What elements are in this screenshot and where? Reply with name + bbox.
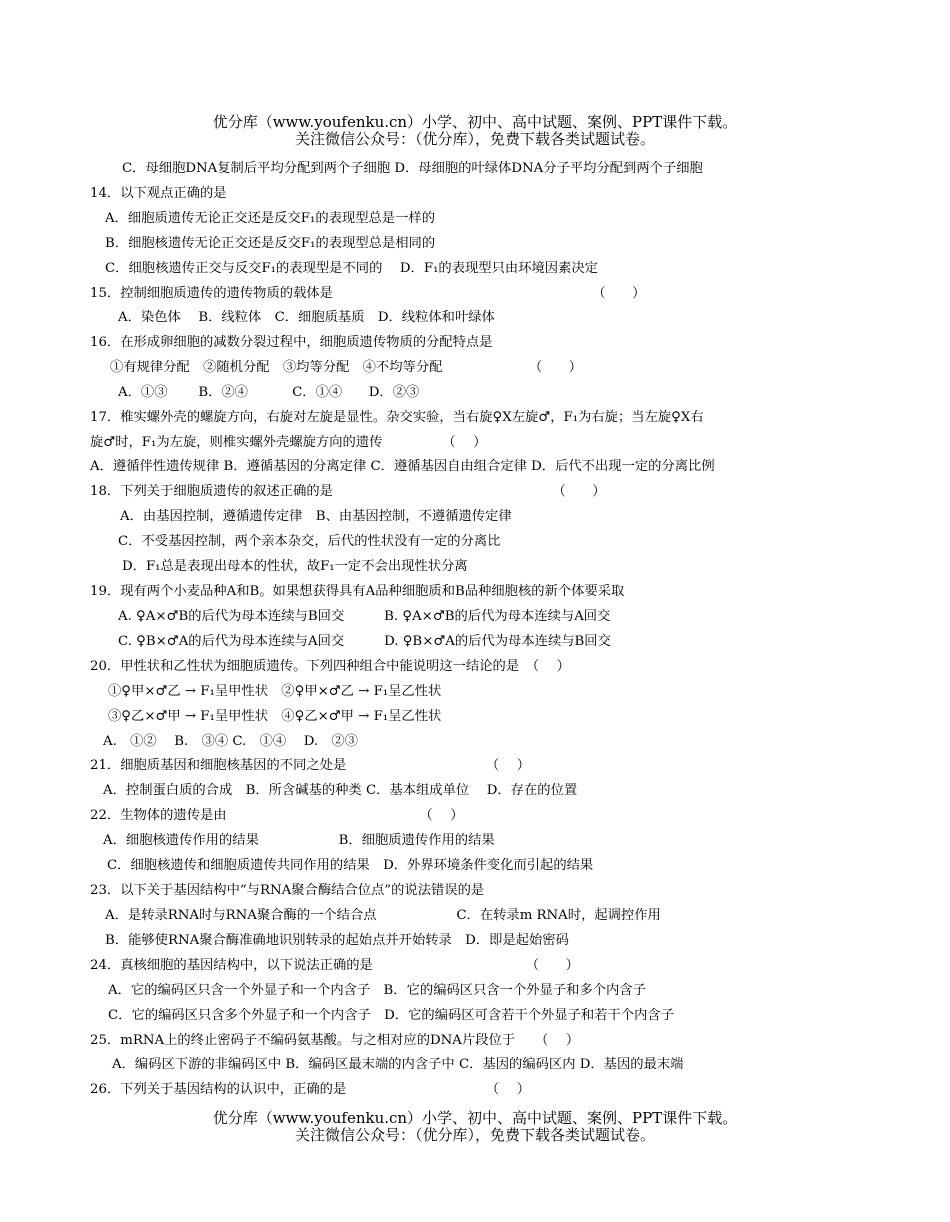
footer-line-1: 优分库（www.youfenku.cn）小学、初中、高中试题、案例、PPT课件下载。 bbox=[212, 1109, 738, 1127]
text-line: 14．以下观点正确的是 bbox=[90, 186, 227, 201]
text-line: ①♀甲×♂乙 → F₁呈甲性状 ②♀甲×♂乙 → F₁呈乙性状 bbox=[108, 684, 442, 699]
text-line: D．F₁总是表现出母本的性状，故F₁一定不会出现性状分离 bbox=[122, 559, 468, 574]
text-line: A．是转录RNA时与RNA聚合酶的一个结合点 C．在转录m RNA时，起调控作用 bbox=[105, 908, 661, 923]
text-line: 23．以下关于基因结构中“与RNA聚合酶结合位点”的说法错误的是 bbox=[90, 883, 485, 898]
text-line: 旋♂时，F₁为左旋，则椎实螺外壳螺旋方向的遗传 （ ） bbox=[90, 435, 487, 450]
text-line: ③♀乙×♂甲 → F₁呈甲性状 ④♀乙×♂甲 → F₁呈乙性状 bbox=[108, 709, 442, 724]
text-line: 26．下列关于基因结构的认识中，正确的是 （ ） bbox=[90, 1082, 530, 1097]
text-line: A．编码区下游的非编码区中 B．编码区最末端的内含子中 C．基因的编码区内 D．基因的最末端 bbox=[112, 1057, 684, 1072]
text-line: 18．下列关于细胞质遗传的叙述正确的是 （ ） bbox=[90, 484, 606, 499]
text-line: A．细胞核遗传作用的结果 B．细胞质遗传作用的结果 bbox=[103, 833, 495, 848]
text-line: C．它的编码区只含多个外显子和一个内含子 D．它的编码区可含若干个外显子和若干个内含子 bbox=[108, 1008, 675, 1023]
text-line: A. ①② B. ③④ C. ①④ D. ②③ bbox=[103, 734, 359, 749]
text-line: A．①③ B．②④ C．①④ D．②③ bbox=[118, 385, 420, 400]
text-line: C. ♀B×♂A的后代为母本连续与A回交 D. ♀B×♂A的后代为母本连续与B回交 bbox=[118, 634, 611, 649]
text-line: ①有规律分配 ②随机分配 ③均等分配 ④不均等分配 （ ） bbox=[110, 360, 583, 375]
text-line: 22．生物体的遗传是由 （ ） bbox=[90, 808, 464, 823]
text-line: A．由基因控制，遵循遗传定律 B、由基因控制，不遵循遗传定律 bbox=[120, 509, 512, 524]
text-line: C．细胞核遗传正交与反交F₁的表现型是不同的 D．F₁的表现型只由环境因素决定 bbox=[105, 261, 598, 276]
text-line: C．不受基因控制，两个亲本杂交，后代的性状没有一定的分离比 bbox=[118, 534, 501, 549]
text-line: 19．现有两个小麦品种A和B。如果想获得具有A品种细胞质和B品种细胞核的新个体要采取 bbox=[90, 584, 625, 599]
text-line: C．细胞核遗传和细胞质遗传共同作用的结果 D．外界环境条件变化而引起的结果 bbox=[107, 858, 594, 873]
header-line-1: 优分库（www.youfenku.cn）小学、初中、高中试题、案例、PPT课件下载。 bbox=[212, 113, 738, 131]
text-line: 24．真核细胞的基因结构中，以下说法正确的是 （ ） bbox=[90, 958, 579, 973]
text-line: 16．在形成卵细胞的减数分裂过程中，细胞质遗传物质的分配特点是 bbox=[90, 335, 493, 350]
text-line: A. ♀A×♂B的后代为母本连续与B回交 B. ♀A×♂B的后代为母本连续与A回交 bbox=[118, 609, 611, 624]
text-line: A．遵循伴性遗传规律 B．遵循基因的分离定律 C．遵循基因自由组合定律 D．后代不出现一定的分离比例 bbox=[90, 459, 715, 474]
footer-line-2: 关注微信公众号：（优分库），免费下载各类试题试卷。 bbox=[294, 1126, 655, 1144]
text-line: 21．细胞质基因和细胞核基因的不同之处是 （ ） bbox=[90, 758, 530, 773]
text-line: 20．甲性状和乙性状为细胞质遗传。下列四种组合中能说明这一结论的是 （ ） bbox=[90, 659, 570, 674]
text-line: A．控制蛋白质的合成 B．所含碱基的种类 C．基本组成单位 D．存在的位置 bbox=[103, 783, 578, 798]
text-line: A．染色体 B．线粒体 C．细胞质基质 D．线粒体和叶绿体 bbox=[118, 310, 495, 325]
text-line: A．它的编码区只含一个外显子和一个内含子 B．它的编码区只含一个外显子和多个内含子 bbox=[108, 983, 646, 998]
text-line: 17．椎实螺外壳的螺旋方向，右旋对左旋是显性。杂交实验，当右旋♀X左旋♂，F₁为右旋；当左旋♀X右 bbox=[90, 410, 704, 425]
text-line: B．细胞核遗传无论正交还是反交F₁的表现型总是相同的 bbox=[105, 236, 436, 251]
text-line: A．细胞质遗传无论正交还是反交F₁的表现型总是一样的 bbox=[105, 211, 435, 226]
text-line: 15．控制细胞质遗传的遗传物质的载体是 （ ） bbox=[90, 286, 646, 301]
text-line: 25．mRNA上的终止密码子不编码氨基酸。与之相对应的DNA片段位于 （ ） bbox=[90, 1033, 580, 1048]
header-line-2: 关注微信公众号：（优分库），免费下载各类试题试卷。 bbox=[294, 130, 655, 148]
text-line: B．能够使RNA聚合酶准确地识别转录的起始点并开始转录 D．即是起始密码 bbox=[105, 933, 569, 948]
text-line: C．母细胞DNA复制后平均分配到两个子细胞 D．母细胞的叶绿体DNA分子平均分配到两个子细胞 bbox=[122, 161, 703, 176]
